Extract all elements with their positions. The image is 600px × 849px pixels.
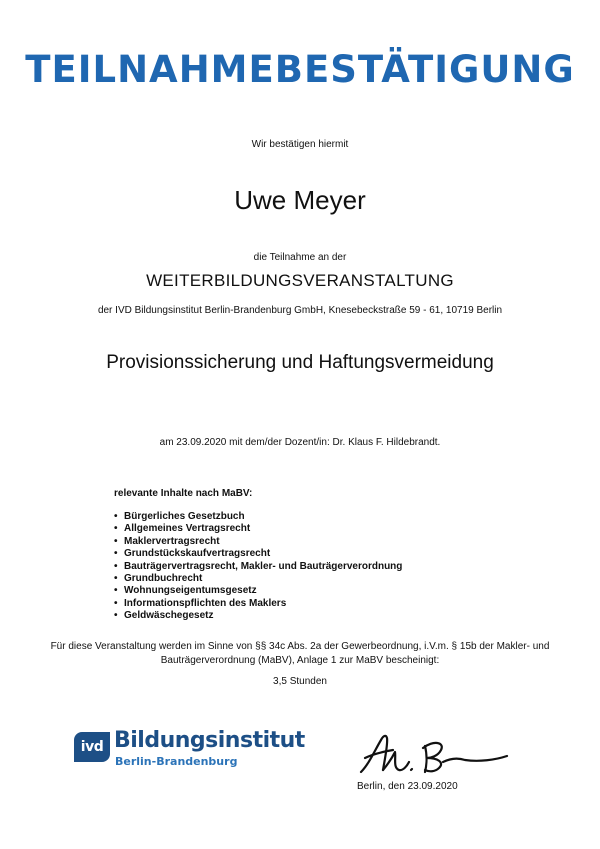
event-type: WEITERBILDUNGSVERANSTALTUNG	[146, 271, 454, 290]
ivd-logo	[74, 729, 304, 771]
signature-place-date: Berlin, den 23.09.2020	[357, 781, 458, 792]
list-item	[114, 585, 514, 597]
participation-text: die Teilnahme an der	[253, 252, 347, 263]
list-item	[114, 536, 514, 548]
logo-title: Bildungsinstitut	[114, 728, 305, 753]
list-item-text: Geldwäschegesetz	[124, 610, 214, 622]
course-title: Provisionssicherung und Haftungsvermeidung	[106, 352, 494, 373]
bullet-icon: •	[114, 548, 118, 560]
list-item-text: Maklervertragsrecht	[124, 535, 220, 547]
bullet-icon: •	[114, 610, 118, 622]
bullet-icon: •	[114, 585, 118, 597]
contents-list	[114, 511, 514, 623]
list-item-text: Grundbuchrecht	[124, 572, 203, 584]
list-item-text: Informationspflichten des Maklers	[124, 597, 287, 609]
intro-text: Wir bestätigen hiermit	[251, 139, 349, 150]
hours-value: 3,5 Stunden	[273, 676, 327, 687]
participant-name: Uwe Meyer	[234, 185, 366, 215]
logo-badge: ivd	[74, 732, 110, 762]
certificate-headline: TEILNAHMEBESTÄTIGUNG	[25, 48, 575, 91]
logo-subtitle: Berlin-Brandenburg	[115, 755, 238, 768]
list-item-text: Grundstückskaufvertragsrecht	[124, 548, 271, 560]
organizer-line: der IVD Bildungsinstitut Berlin-Brandenburg GmbH, Knesebeckstraße 59 - 61, 10719 Berlin	[97, 305, 503, 316]
list-item	[114, 548, 514, 560]
signature-image	[355, 728, 515, 778]
date-lecturer-line: am 23.09.2020 mit dem/der Dozent/in: Dr. Klaus F. Hildebrandt.	[159, 437, 441, 448]
bullet-icon: •	[114, 535, 118, 547]
list-item	[114, 511, 514, 523]
list-item	[114, 573, 514, 585]
list-item-text: Bauträgervertragsrecht, Makler- und Bauträgerverordnung	[124, 560, 403, 572]
contents-section	[114, 488, 514, 623]
list-item	[114, 598, 514, 610]
list-item	[114, 561, 514, 573]
list-item	[114, 523, 514, 535]
contents-heading: relevante Inhalte nach MaBV:	[114, 488, 253, 499]
bullet-icon: •	[114, 572, 118, 584]
bullet-icon: •	[114, 597, 118, 609]
list-item-text: Bürgerliches Gesetzbuch	[124, 511, 245, 522]
bullet-icon: •	[114, 511, 118, 522]
list-item-text: Wohnungseigentumsgesetz	[124, 585, 257, 597]
list-item-text: Allgemeines Vertragsrecht	[124, 523, 251, 535]
bullet-icon: •	[114, 523, 118, 535]
bullet-icon: •	[114, 560, 118, 572]
list-item	[114, 610, 514, 622]
legal-text: Für diese Veranstaltung werden im Sinne von §§ 34c Abs. 2a der Gewerbeordnung, i.V.m. § 15b der Makler- und Bauträgerverordnung (MaBV), Anlage 1 zur MaBV bescheinigt:	[50, 641, 550, 666]
